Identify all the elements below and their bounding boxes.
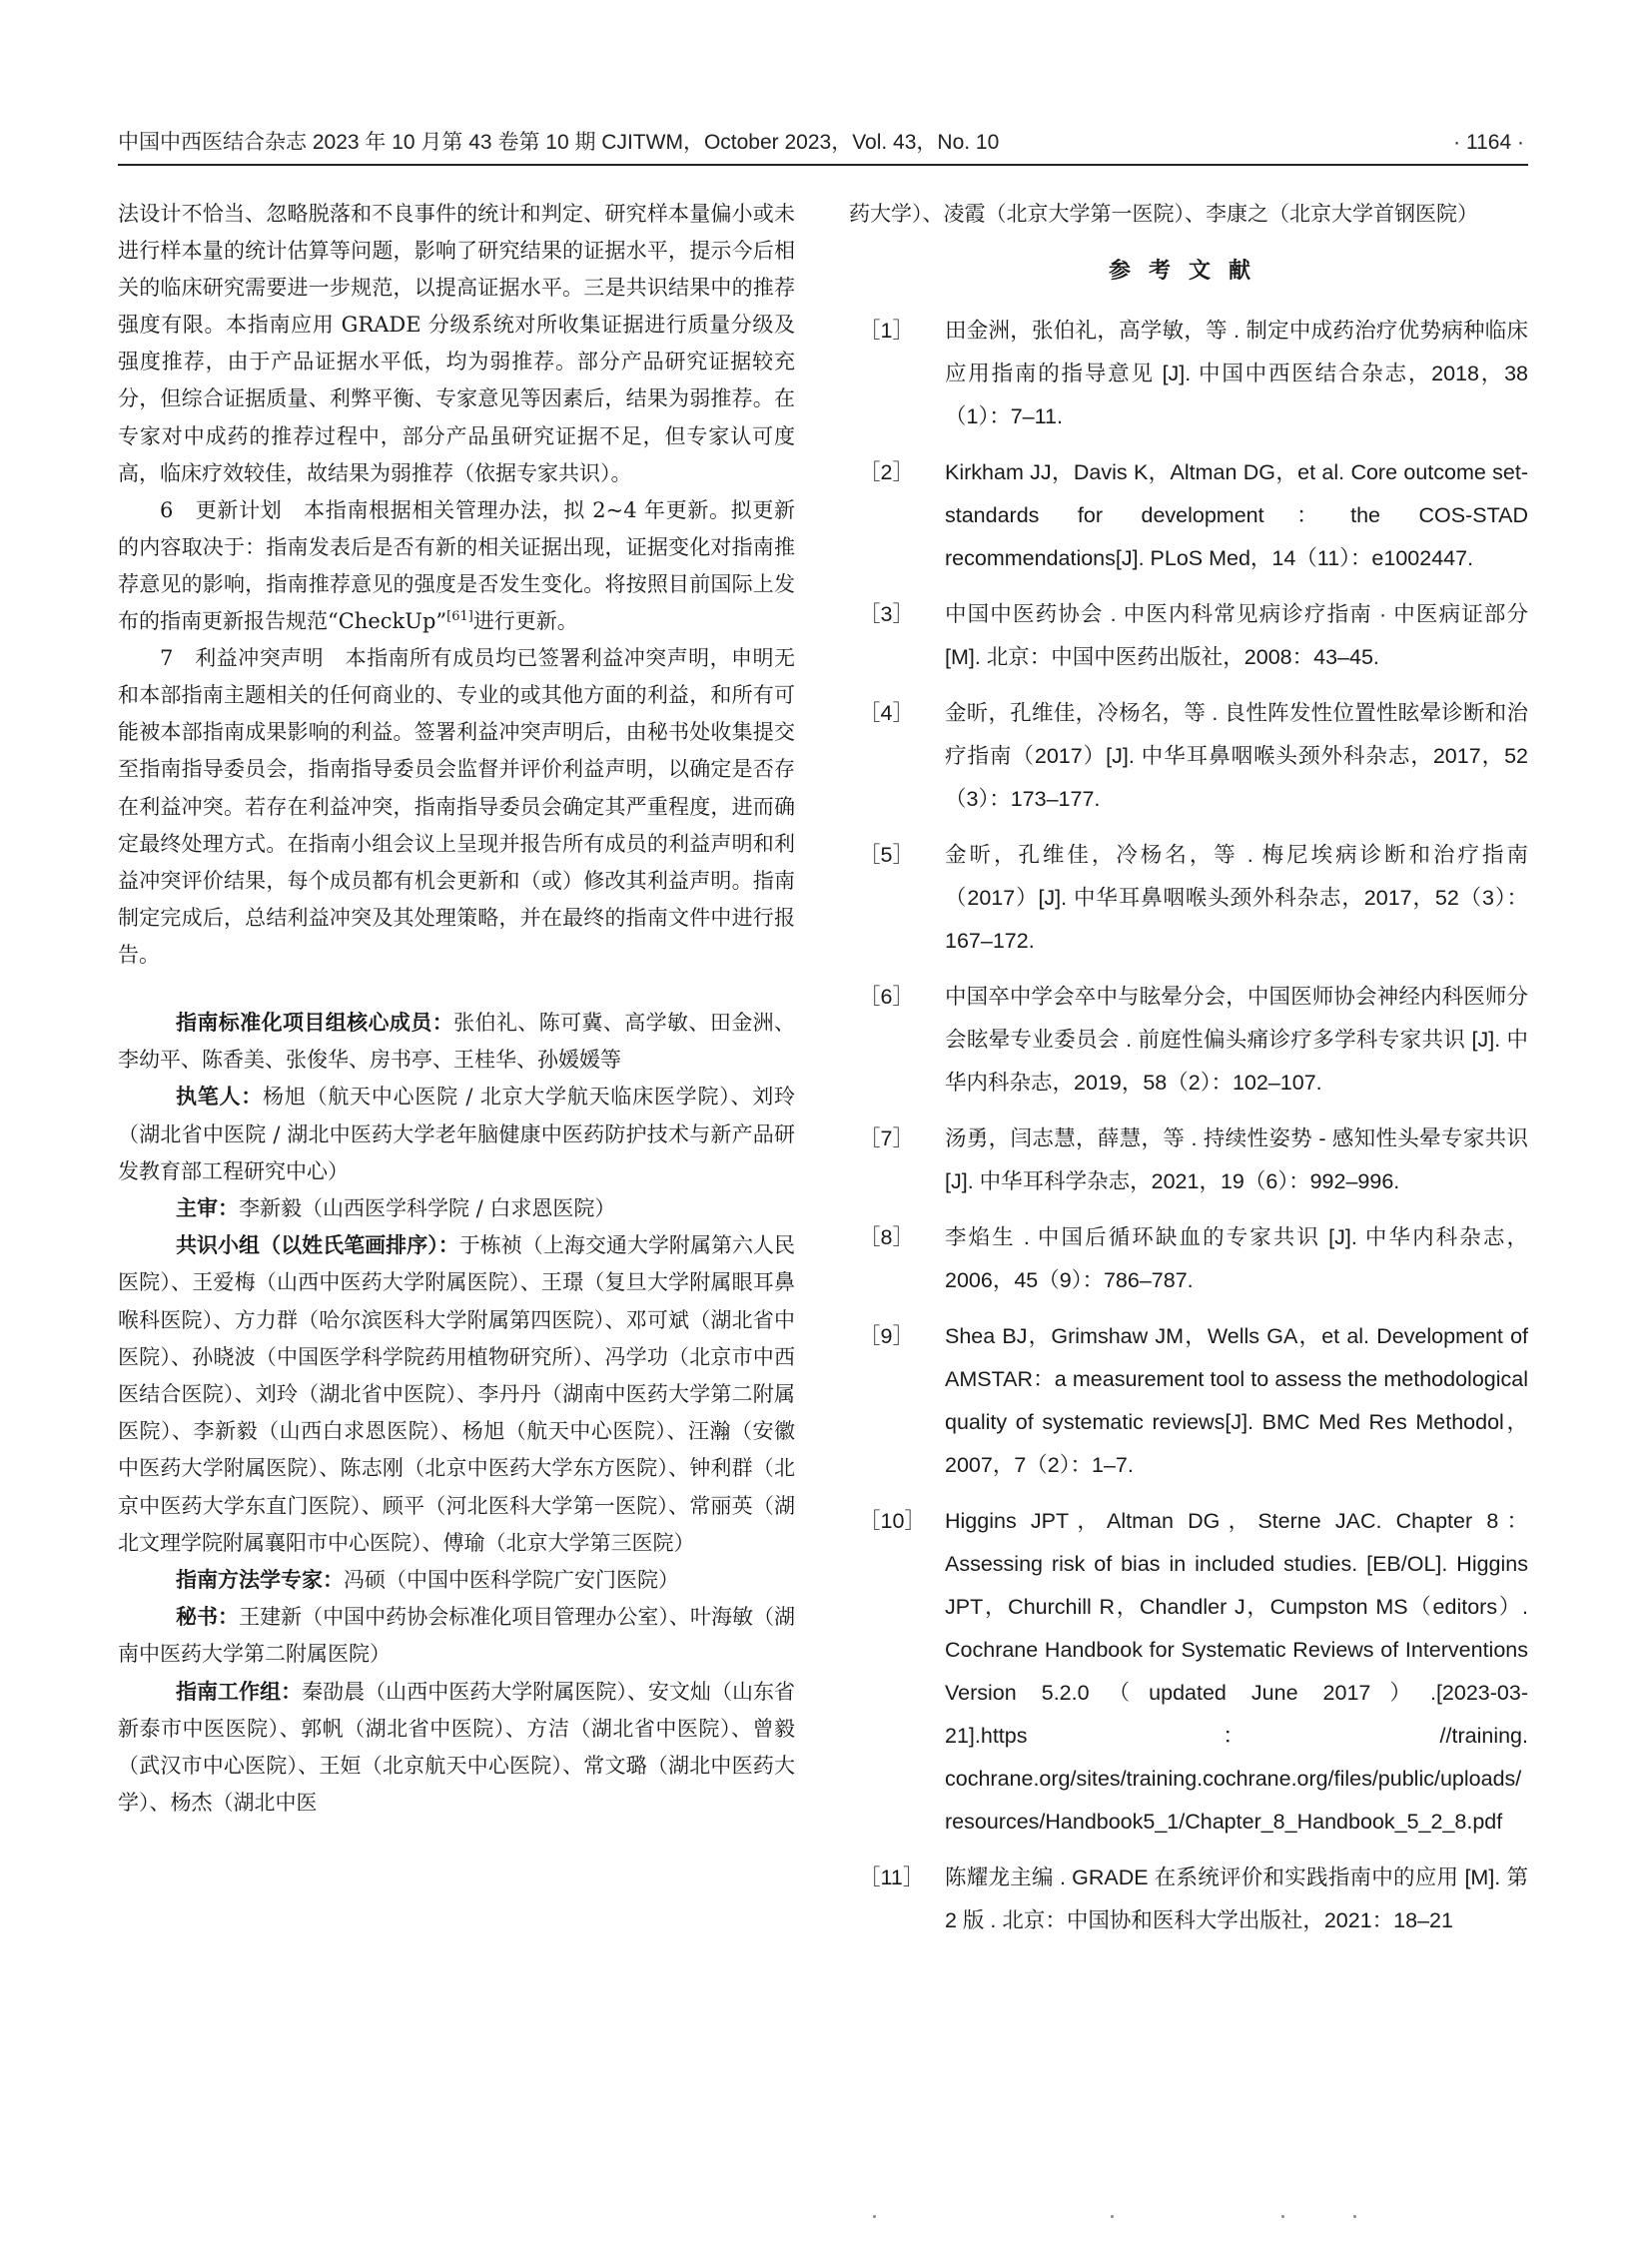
- reference-text: 李焰生 . 中国后循环缺血的专家共识 [J]. 中华内科杂志，2006，45（9）：786–787.: [945, 1225, 1528, 1292]
- reference-text: 金昕，孔维佳，冷杨名，等 . 良性阵发性位置性眩晕诊断和治疗指南（2017）[J]. 中华耳鼻咽喉头颈外科杂志，2017，52（3）：173–177.: [945, 701, 1528, 811]
- reference-list: [849, 310, 1528, 1942]
- paragraph-limitations: 法设计不恰当、忽略脱落和不良事件的统计和判定、研究样本量偏小或未进行样本量的统计估算等问题，影响了研究结果的证据水平，提示今后相关的临床研究需要进一步规范，以提高证据水平。三是共识结果中的推荐强度有限。本指南应用 GRADE 分级系统对所收集证据进行质量分级及强度推荐，由于产品证据水平低，均为弱推荐。部分产品研究证据较充分，但综合证据质量、利弊平衡、专家意见等因素后，结果为弱推荐。在专家对中成药的推荐过程中，部分产品虽研究证据不足，但专家认可度高，临床疗效较佳，故结果为弱推荐（依据专家共识）。: [118, 202, 795, 485]
- reference-number: ［2］: [859, 460, 914, 484]
- reference-text: 金昕，孔维佳，冷杨名，等 . 梅尼埃病诊断和治疗指南（2017）[J]. 中华耳鼻咽喉头颈外科杂志，2017，52（3）：167–172.: [945, 843, 1528, 953]
- member-label: 指南标准化项目组核心成员：: [176, 1010, 454, 1035]
- member-label: 指南方法学专家：: [176, 1568, 344, 1593]
- section-update-plan: [118, 492, 795, 640]
- member-label: 指南工作组：: [176, 1679, 303, 1704]
- member-working-group: [118, 1674, 795, 1823]
- member-names: 秦劭晨（山西中医药大学附属医院）、安文灿（山东省新泰市中医医院）、郭帆（湖北省中医院）、方洁（湖北省中医院）、曾毅（武汉市中心医院）、王姮（北京航天中心医院）、常文璐（湖北中医药大学）、杨杰（湖北中医: [118, 1679, 796, 1816]
- reference-number: ［10］: [859, 1509, 926, 1533]
- member-core-team: [118, 1005, 795, 1079]
- reference-number: ［6］: [859, 985, 914, 1009]
- reference-item: [849, 310, 1528, 438]
- member-label: 执笔人：: [176, 1085, 264, 1110]
- left-column: [118, 196, 795, 1822]
- member-writers: [118, 1079, 795, 1190]
- reference-text: Shea BJ，Grimshaw JM，Wells GA，et al. Development of AMSTAR：a measurement tool to assess the methodological quality of systematic reviews[J]. BMC Med Res Methodol，2007，7（2）：1–7.: [945, 1324, 1528, 1477]
- member-label: 秘书：: [176, 1605, 240, 1630]
- dot-mark: [1353, 2215, 1356, 2218]
- reference-number: ［1］: [859, 319, 914, 343]
- dot-mark: [1281, 2215, 1284, 2218]
- running-header: [118, 128, 1528, 166]
- reference-number: ［3］: [859, 602, 914, 626]
- member-secretary: [118, 1599, 795, 1673]
- reference-number: ［8］: [859, 1225, 914, 1249]
- footer-dots: [0, 2215, 1652, 2225]
- reference-item: [849, 451, 1528, 580]
- reference-item: [849, 1216, 1528, 1302]
- member-names: 杨旭（航天中心医院 / 北京大学航天临床医学院）、刘玲（湖北省中医院 / 湖北中医药大学老年脑健康中医药防护技术与新产品研发教育部工程研究中心）: [118, 1085, 795, 1183]
- member-chief-reviewer: [118, 1190, 795, 1227]
- reference-item: [849, 1315, 1528, 1487]
- member-names: 李新毅（山西医学科学院 / 白求恩医院）: [239, 1195, 616, 1220]
- references-heading: 参考文献: [1108, 259, 1268, 284]
- reference-item: [849, 1857, 1528, 1942]
- reference-item: [849, 976, 1528, 1105]
- reference-text: 田金洲，张伯礼，高学敏，等 . 制定中成药治疗优势病种临床应用指南的指导意见 [J]. 中国中西医结合杂志，2018，38（1）：7–11.: [945, 319, 1528, 428]
- member-names: 张伯礼、陈可冀、高学敏、田金洲、李幼平、陈香美、张俊华、房书亭、王桂华、孙媛媛等: [118, 1010, 796, 1073]
- member-names: 王建新（中国中药协会标准化项目管理办公室）、叶海敏（湖南中医药大学第二附属医院）: [118, 1605, 796, 1667]
- reference-item: [849, 834, 1528, 963]
- reference-text: Kirkham JJ，Davis K，Altman DG，et al. Core outcome set-standards for development：the COS-STAD recommendations[J]. PLoS Med，14（11）：e1002447.: [945, 460, 1528, 570]
- member-label: 共识小组（以姓氏笔画排序）：: [176, 1233, 459, 1258]
- reference-text: 中国卒中学会卒中与眩晕分会，中国医师协会神经内科医师分会眩晕专业委员会 . 前庭性偏头痛诊疗多学科专家共识 [J]. 中华内科杂志，2019，58（2）：102–107.: [945, 985, 1528, 1095]
- reference-number: ［11］: [859, 1866, 925, 1889]
- reference-text: 陈耀龙主编 . GRADE 在系统评价和实践指南中的应用 [M]. 第 2 版 . 北京：中国协和医科大学出版社，2021：18–21: [945, 1866, 1528, 1932]
- member-names: 冯硕（中国中医科学院广安门医院）: [344, 1568, 679, 1593]
- reference-text: 汤勇，闫志慧，薛慧，等 . 持续性姿势 - 感知性头晕专家共识 [J]. 中华耳科学杂志，2021，19（6）：992–996.: [945, 1126, 1528, 1193]
- journal-info: 中国中西医结合杂志 2023 年 10 月第 43 卷第 10 期 CJITWM，October 2023，Vol. 43，No. 10: [118, 131, 1000, 154]
- reference-number: ［7］: [859, 1126, 914, 1150]
- member-consensus-group: [118, 1227, 795, 1562]
- dot-mark: [873, 2215, 876, 2218]
- citation-61[interactable]: [61]: [446, 609, 473, 625]
- reference-item: [849, 593, 1528, 679]
- section-conflict-of-interest: 7 利益冲突声明 本指南所有成员均已签署利益冲突声明，申明无和本部指南主题相关的任何商业的、专业的或其他方面的利益，和所有可能被本部指南成果影响的利益。签署利益冲突声明后，由秘书处收集提交至指南指导委员会，指南指导委员会监督并评价利益声明，以确定是否存在利益冲突。若存在利益冲突，指南指导委员会确定其严重程度，进而确定最终处理方式。在指南小组会议上呈现并报告所有成员的利益声明和利益冲突评价结果，每个成员都有机会更新和（或）修改其利益声明。指南制定完成后，总结利益冲突及其处理策略，并在最终的指南文件中进行报告。: [118, 646, 795, 967]
- dot-mark: [1111, 2215, 1114, 2218]
- member-label: 主审：: [176, 1195, 239, 1220]
- update-plan-text: 6 更新计划 本指南根据相关管理办法，拟 2~4 年更新。拟更新的内容取决于：指南发表后是否有新的相关证据出现，证据变化对指南推荐意见的影响，指南推荐意见的强度是否发生变化。将按照目前国际上发布的指南更新报告规范“CheckUp”: [118, 497, 795, 634]
- working-group-continued: 药大学）、凌霞（北京大学第一医院）、李康之（北京大学首钢医院）: [849, 202, 1478, 226]
- update-plan-tail: 进行更新。: [472, 609, 578, 634]
- reference-item: [849, 1500, 1528, 1844]
- member-names: 于栋祯（上海交通大学附属第六人民医院）、王爱梅（山西中医药大学附属医院）、王璟（复旦大学附属眼耳鼻喉科医院）、方力群（哈尔滨医科大学附属第四医院）、邓可斌（湖北省中医院）、孙晓波（中国医学科学院药用植物研究所）、冯学功（北京市中西医结合医院）、刘玲（湖北省中医院）、李丹丹（湖南中医药大学第二附属医院）、李新毅（山西白求恩医院）、杨旭（航天中心医院）、汪瀚（安徽中医药大学附属医院）、陈志刚（北京中医药大学东方医院）、钟利群（北京中医药大学东直门医院）、顾平（河北医科大学第一医院）、常丽英（湖北文理学院附属襄阳市中心医院）、傅瑜（北京大学第三医院）: [118, 1233, 796, 1555]
- member-methodologist: [118, 1562, 795, 1599]
- right-column: [849, 196, 1528, 1955]
- reference-number: ［4］: [859, 701, 914, 725]
- reference-item: [849, 1118, 1528, 1203]
- reference-item: [849, 692, 1528, 821]
- reference-number: ［9］: [859, 1324, 914, 1348]
- reference-text: 中国中医药协会 . 中医内科常见病诊疗指南 · 中医病证部分 [M]. 北京：中国中医药出版社，2008：43–45.: [945, 602, 1528, 669]
- reference-text: Higgins JPT，Altman DG，Sterne JAC. Chapter 8：Assessing risk of bias in included studies. [EB/OL]. Higgins JPT，Churchill R，Chandler J，Cumpston MS（editors）. Cochrane Handbook for Systematic Reviews of Interventions Version 5.2.0（updated June 2017）.[2023-03-21].https：//training. cochrane.org/sites/training.cochrane.org/files/public/uploads/resources/Handbook5_1/Chapter_8_Handbook_5_2_8.pdf: [945, 1509, 1528, 1834]
- contributors-list: [118, 1005, 795, 1822]
- page-number: · 1164 ·: [1453, 131, 1524, 154]
- reference-number: ［5］: [859, 843, 914, 867]
